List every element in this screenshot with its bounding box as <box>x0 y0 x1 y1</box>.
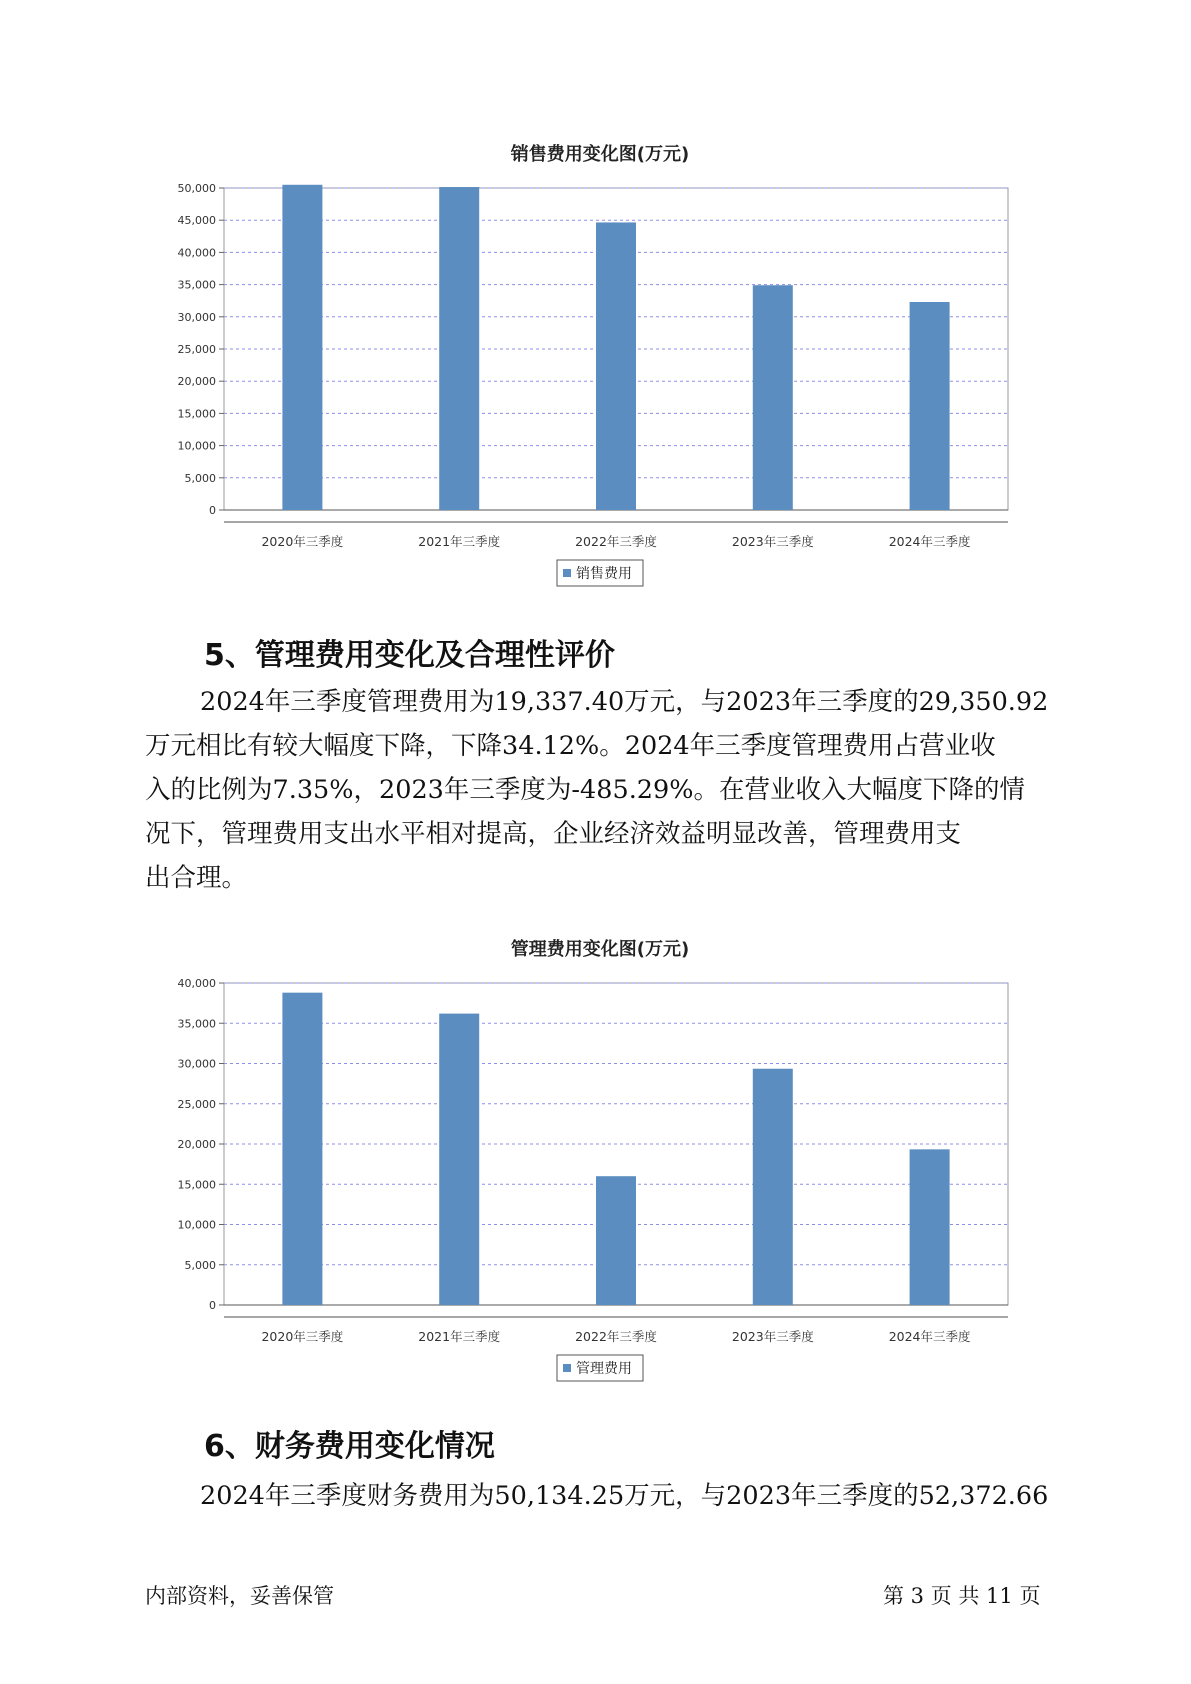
y-tick-label: 10,000 <box>177 439 216 453</box>
x-tick-label: 2021年三季度 <box>418 534 501 549</box>
section5-paragraph <box>145 680 1075 900</box>
legend-swatch <box>563 1364 571 1372</box>
section5-line: 2024年三季度管理费用为19,337.40万元，与2023年三季度的29,350.92 <box>200 687 1049 717</box>
legend-label: 管理费用 <box>576 1361 632 1377</box>
y-tick-label: 40,000 <box>177 977 216 990</box>
x-tick-label: 2024年三季度 <box>888 534 971 549</box>
bar <box>910 1149 950 1305</box>
admin-expense-chart-svg <box>160 925 1040 1377</box>
y-tick-label: 25,000 <box>177 343 216 356</box>
bar <box>753 1069 793 1305</box>
bar <box>282 993 322 1305</box>
section5-heading: 5、管理费用变化及合理性评价 <box>204 638 615 673</box>
y-tick-label: 5,000 <box>184 471 216 485</box>
chart-title: 销售费用变化图(万元) <box>510 144 690 165</box>
section5-line: 出合理。 <box>145 863 248 893</box>
y-tick-label: 45,000 <box>177 214 216 228</box>
legend-label: 销售费用 <box>576 566 632 582</box>
x-tick-label: 2022年三季度 <box>575 534 657 549</box>
bar <box>439 1014 479 1305</box>
x-tick-label: 2023年三季度 <box>731 534 814 549</box>
sales-expense-chart-svg <box>160 130 1040 582</box>
x-tick-label: 2023年三季度 <box>731 1329 814 1344</box>
y-tick-label: 15,000 <box>177 1178 216 1192</box>
bar <box>596 222 636 510</box>
bar <box>753 285 793 510</box>
section6-paragraph <box>145 1474 1075 1518</box>
y-tick-label: 35,000 <box>177 1017 216 1031</box>
y-tick-label: 20,000 <box>177 375 216 389</box>
footer-confidential: 内部资料，妥善保管 <box>145 1584 334 1608</box>
x-tick-label: 2024年三季度 <box>888 1329 971 1344</box>
y-tick-label: 10,000 <box>177 1218 216 1232</box>
bar <box>439 187 479 510</box>
chart-title: 管理费用变化图(万元) <box>510 939 690 960</box>
y-tick-label: 30,000 <box>177 1057 216 1071</box>
footer-page-number: 第 3 页 共 11 页 <box>883 1584 1041 1608</box>
y-tick-label: 0 <box>209 1299 216 1312</box>
admin-expense-chart <box>160 925 1040 1377</box>
y-tick-label: 0 <box>209 504 216 517</box>
bar <box>910 302 950 510</box>
x-tick-label: 2022年三季度 <box>575 1329 657 1344</box>
section6-line: 2024年三季度财务费用为50,134.25万元，与2023年三季度的52,372.66 <box>200 1481 1049 1511</box>
bar <box>282 185 322 510</box>
x-tick-label: 2020年三季度 <box>261 1329 344 1344</box>
section6-heading: 6、财务费用变化情况 <box>204 1429 495 1464</box>
x-tick-label: 2020年三季度 <box>261 534 344 549</box>
y-tick-label: 15,000 <box>177 407 216 421</box>
section5-line: 万元相比有较大幅度下降，下降34.12%。2024年三季度管理费用占营业收 <box>145 731 996 761</box>
legend-swatch <box>563 569 571 577</box>
y-tick-label: 40,000 <box>177 246 216 260</box>
section5-line: 入的比例为7.35%，2023年三季度为-485.29%。在营业收入大幅度下降的情 <box>145 775 1025 805</box>
x-tick-label: 2021年三季度 <box>418 1329 501 1344</box>
y-tick-label: 30,000 <box>177 310 216 324</box>
y-tick-label: 25,000 <box>177 1097 216 1111</box>
y-tick-label: 20,000 <box>177 1138 216 1151</box>
bar <box>596 1176 636 1305</box>
section5-line: 况下，管理费用支出水平相对提高，企业经济效益明显改善，管理费用支 <box>145 819 962 849</box>
y-tick-label: 5,000 <box>184 1258 216 1272</box>
sales-expense-chart <box>160 130 1040 582</box>
y-tick-label: 35,000 <box>177 278 216 292</box>
y-tick-label: 50,000 <box>177 182 216 195</box>
